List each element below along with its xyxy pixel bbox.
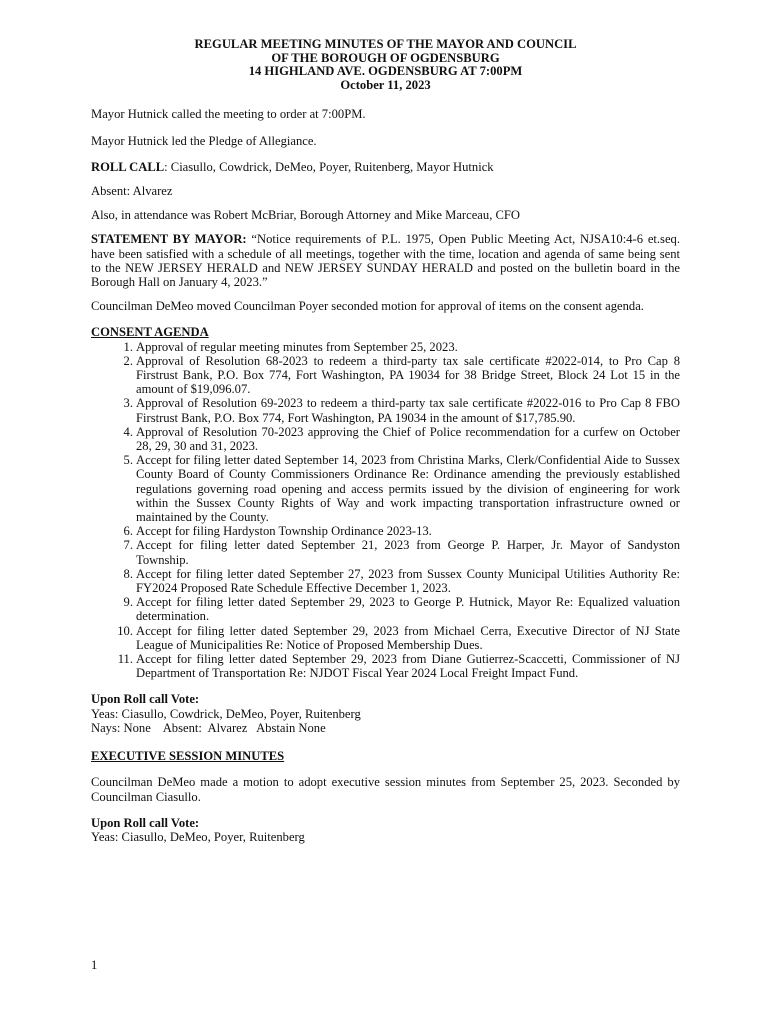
agenda-item-text: Approval of Resolution 69-2023 to redeem a third-party tax sale certificate #2022-016 to Pro Cap 8 FBO Firstrust Bank, P.O. Box 774, Fort Washington, PA 19034 in the amount of $17,785.90. <box>136 396 680 425</box>
heading-date: October 11, 2023 <box>340 77 431 92</box>
call-to-order: Mayor Hutnick called the meeting to order at 7:00PM. <box>91 107 366 122</box>
mayor-statement <box>91 232 680 289</box>
consent-agenda-title: CONSENT AGENDA <box>91 325 209 340</box>
roll-call-label: ROLL CALL <box>91 159 165 174</box>
heading-line-2: OF THE BOROUGH OF OGDENSBURG <box>271 50 500 65</box>
agenda-item <box>91 652 680 680</box>
agenda-item <box>91 453 680 524</box>
consent-agenda-list <box>91 340 680 681</box>
absent-line: Absent: Alvarez <box>91 183 173 198</box>
agenda-item-text: Accept for filing letter dated September 29, 2023 to George P. Hutnick, Mayor Re: Equalized valuation determination. <box>136 595 680 624</box>
executive-session-motion: Councilman DeMeo made a motion to adopt executive session minutes from September 25, 2023. Seconded by Councilman Ciasullo. <box>91 775 680 804</box>
agenda-item-number: 10. <box>117 623 133 638</box>
agenda-item-number: 1. <box>123 339 133 354</box>
agenda-item-text: Approval of Resolution 70-2023 approving the Chief of Police recommendation for a curfew on October 28, 29, 30 and 31, 2023. <box>136 424 680 454</box>
roll-call <box>91 160 680 174</box>
vote-yeas: Yeas: Ciasullo, Cowdrick, DeMeo, Poyer, Ruitenberg <box>91 706 361 721</box>
heading-line-1: REGULAR MEETING MINUTES OF THE MAYOR AND COUNCIL <box>194 37 577 51</box>
roll-call-members: : Ciasullo, Cowdrick, DeMeo, Poyer, Ruitenberg, Mayor Hutnick <box>164 159 494 174</box>
agenda-item-text: Accept for filing letter dated September 14, 2023 from Christina Marks, Clerk/Confidential Aide to Sussex County Board of County Commissioners Ordinance Re: Ordinance amending the previously established regulations governing road opening and access permits issued by the division of engineering for work within the Sussex County Rights of Way and work impacting transportation infrastructure owned or maintained by the County. <box>136 453 680 525</box>
attendance-line: Also, in attendance was Robert McBriar, Borough Attorney and Mike Marceau, CFO <box>91 208 520 223</box>
agenda-item-number: 6. <box>123 524 133 539</box>
agenda-item <box>91 567 680 595</box>
agenda-item <box>91 524 680 538</box>
executive-session-title: EXECUTIVE SESSION MINUTES <box>91 749 285 764</box>
agenda-item <box>91 425 680 453</box>
page-number: 1 <box>91 958 98 972</box>
agenda-item-number: 9. <box>123 595 133 610</box>
agenda-item-text: Accept for filing letter dated September 29, 2023 from Diane Gutierrez-Scaccetti, Commissioner of NJ Department of Transportation Re: NJDOT Fiscal Year 2024 Local Freight Impact Fund. <box>136 652 680 681</box>
statement-label: STATEMENT BY MAYOR: <box>91 232 247 247</box>
agenda-item-number: 8. <box>123 566 133 581</box>
agenda-item-number: 2. <box>123 353 133 368</box>
vote-label-2: Upon Roll call Vote: <box>91 815 200 830</box>
agenda-item-number: 3. <box>123 396 133 411</box>
consent-motion: Councilman DeMeo moved Councilman Poyer seconded motion for approval of items on the consent agenda. <box>91 299 644 314</box>
agenda-item <box>91 340 680 354</box>
agenda-item-text: Accept for filing letter dated September 29, 2023 from Michael Cerra, Executive Director of NJ State League of Municipalities Re: Notice of Proposed Membership Dues. <box>136 623 680 652</box>
agenda-item-text: Accept for filing letter dated September 27, 2023 from Sussex County Municipal Utilities Authority Re: FY2024 Proposed Rate Schedule Effective December 1, 2023. <box>136 566 680 596</box>
heading-line-3: 14 HIGHLAND AVE. OGDENSBURG AT 7:00PM <box>248 64 523 79</box>
agenda-item <box>91 354 680 397</box>
agenda-item-number: 11. <box>117 652 133 667</box>
document-heading <box>81 38 690 92</box>
agenda-item-number: 4. <box>123 424 133 439</box>
vote-label: Upon Roll call Vote: <box>91 692 200 707</box>
agenda-item <box>91 624 680 652</box>
agenda-item-number: 7. <box>123 538 133 553</box>
minutes-page <box>91 38 680 844</box>
agenda-item-text: Accept for filing letter dated September 21, 2023 from George P. Harper, Jr. Mayor of Sandyston Township. <box>136 538 680 567</box>
vote-nays: Nays: None Absent: Alvarez Abstain None <box>91 720 326 735</box>
agenda-item <box>91 538 680 566</box>
agenda-item <box>91 396 680 424</box>
agenda-item-text: Approval of regular meeting minutes from September 25, 2023. <box>136 339 458 354</box>
agenda-item-text: Accept for filing Hardyston Township Ordinance 2023-13. <box>136 524 432 539</box>
statement-text: “Notice requirements of P.L. 1975, Open Public Meeting Act, NJSA10:4-6 et.seq. have been satisfied with a schedule of all meetings, together with the time, location and agenda of same being sent to the NEW JERSEY HERALD and NEW JERSEY SUNDAY HERALD and posted on the bulletin board in the Borough Hall on January 4, 2023.” <box>91 232 680 289</box>
vote-yeas-2: Yeas: Ciasullo, DeMeo, Poyer, Ruitenberg <box>91 829 305 844</box>
agenda-item-text: Approval of Resolution 68-2023 to redeem a third-party tax sale certificate #2022-014, to Pro Cap 8 Firstrust Bank, P.O. Box 774, Fort Washington, PA 19034 for 38 Bridge Street, Block 24 Lot 15 in the amount of $19,096.07. <box>136 353 680 397</box>
agenda-item <box>91 595 680 623</box>
pledge: Mayor Hutnick led the Pledge of Allegiance. <box>91 133 317 148</box>
agenda-item-number: 5. <box>123 453 133 468</box>
